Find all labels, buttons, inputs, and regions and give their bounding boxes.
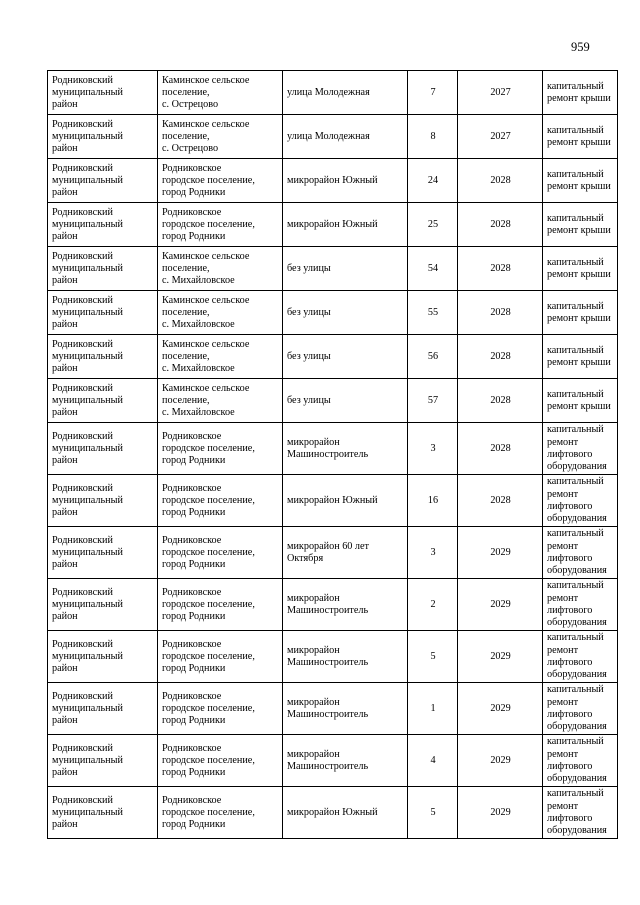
year-cell: [458, 735, 543, 787]
work-type-cell-text: капитальный ремонт крыши: [547, 80, 611, 104]
municipality-cell: [48, 683, 158, 735]
house-number-cell: [408, 787, 458, 839]
municipality-cell-text: Родниковский муниципальный район: [52, 206, 123, 243]
table-row: [48, 71, 618, 115]
settlement-cell: [158, 379, 283, 423]
house-number-cell-text: 24: [427, 174, 439, 186]
year-cell-text: 2028: [490, 174, 511, 186]
year-cell: [458, 631, 543, 683]
settlement-cell: [158, 475, 283, 527]
page-number: 959: [571, 40, 590, 54]
street-cell-text: без улицы: [287, 306, 331, 318]
year-cell-text: 2028: [490, 394, 511, 406]
year-cell: [458, 683, 543, 735]
street-cell: [283, 423, 408, 475]
year-cell: [458, 115, 543, 159]
year-cell-text: 2028: [490, 350, 511, 362]
municipality-cell-text: Родниковский муниципальный район: [52, 690, 123, 727]
settlement-cell-text: Родниковское городское поселение, город Родники: [162, 690, 255, 727]
house-number-cell: [408, 475, 458, 527]
year-cell-text: 2029: [490, 754, 511, 766]
work-type-cell: [543, 335, 618, 379]
municipality-cell: [48, 115, 158, 159]
year-cell: [458, 291, 543, 335]
house-number-cell: [408, 683, 458, 735]
street-cell: [283, 159, 408, 203]
house-number-cell-text: 25: [427, 218, 439, 230]
settlement-cell: [158, 631, 283, 683]
year-cell-text: 2029: [490, 806, 511, 818]
work-type-cell-text: капитальный ремонт крыши: [547, 388, 611, 412]
municipality-cell: [48, 335, 158, 379]
settlement-cell-text: Каминское сельское поселение, с. Михайловское: [162, 338, 250, 375]
street-cell: [283, 631, 408, 683]
street-cell-text: микрорайон Машиностроитель: [287, 436, 369, 460]
work-type-cell: [543, 379, 618, 423]
work-type-cell: [543, 247, 618, 291]
house-number-cell: [408, 335, 458, 379]
year-cell: [458, 475, 543, 527]
table-row: [48, 247, 618, 291]
house-number-cell: [408, 527, 458, 579]
table-row: [48, 683, 618, 735]
work-type-cell-text: капитальный ремонт лифтового оборудования: [547, 788, 607, 837]
street-cell: [283, 735, 408, 787]
work-type-cell-text: капитальный ремонт крыши: [547, 256, 611, 280]
work-type-cell-text: капитальный ремонт лифтового оборудования: [547, 476, 607, 525]
house-number-cell-text: 5: [430, 650, 436, 662]
table-body: [48, 71, 618, 839]
municipality-cell: [48, 631, 158, 683]
house-number-cell: [408, 247, 458, 291]
settlement-cell-text: Каминское сельское поселение, с. Острецово: [162, 118, 250, 155]
work-type-cell: [543, 203, 618, 247]
year-cell: [458, 159, 543, 203]
settlement-cell-text: Родниковское городское поселение, город Родники: [162, 586, 255, 623]
table-row: [48, 159, 618, 203]
municipality-cell-text: Родниковский муниципальный район: [52, 534, 123, 571]
settlement-cell-text: Родниковское городское поселение, город Родники: [162, 162, 255, 199]
street-cell-text: микрорайон Южный: [287, 174, 378, 186]
municipality-cell-text: Родниковский муниципальный район: [52, 482, 123, 519]
house-number-cell: [408, 631, 458, 683]
street-cell-text: улица Молодежная: [287, 130, 370, 142]
settlement-cell-text: Родниковское городское поселение, город Родники: [162, 482, 255, 519]
year-cell: [458, 423, 543, 475]
settlement-cell-text: Каминское сельское поселение, с. Михайловское: [162, 294, 250, 331]
work-type-cell: [543, 115, 618, 159]
street-cell: [283, 291, 408, 335]
house-number-cell-text: 5: [430, 806, 436, 818]
street-cell-text: микрорайон Южный: [287, 494, 378, 506]
work-type-cell-text: капитальный ремонт крыши: [547, 344, 611, 368]
house-number-cell: [408, 735, 458, 787]
work-type-cell-text: капитальный ремонт лифтового оборудования: [547, 528, 607, 577]
street-cell-text: микрорайон Южный: [287, 218, 378, 230]
street-cell: [283, 115, 408, 159]
settlement-cell: [158, 159, 283, 203]
work-type-cell-text: капитальный ремонт крыши: [547, 124, 611, 148]
street-cell: [283, 787, 408, 839]
settlement-cell-text: Каминское сельское поселение, с. Михайловское: [162, 250, 250, 287]
table-row: [48, 475, 618, 527]
table-row: [48, 579, 618, 631]
table-row: [48, 335, 618, 379]
settlement-cell: [158, 203, 283, 247]
house-number-cell: [408, 115, 458, 159]
municipality-cell-text: Родниковский муниципальный район: [52, 742, 123, 779]
street-cell: [283, 683, 408, 735]
settlement-cell: [158, 527, 283, 579]
settlement-cell-text: Родниковское городское поселение, город Родники: [162, 638, 255, 675]
street-cell-text: микрорайон Машиностроитель: [287, 644, 369, 668]
work-type-cell: [543, 579, 618, 631]
settlement-cell-text: Родниковское городское поселение, город Родники: [162, 794, 255, 831]
table-row: [48, 735, 618, 787]
work-type-cell-text: капитальный ремонт лифтового оборудования: [547, 580, 607, 629]
settlement-cell: [158, 291, 283, 335]
house-number-cell-text: 55: [427, 306, 439, 318]
work-type-cell: [543, 291, 618, 335]
year-cell: [458, 379, 543, 423]
work-type-cell-text: капитальный ремонт лифтового оборудования: [547, 424, 607, 473]
municipality-cell: [48, 291, 158, 335]
year-cell-text: 2029: [490, 650, 511, 662]
settlement-cell-text: Родниковское городское поселение, город Родники: [162, 430, 255, 467]
year-cell: [458, 787, 543, 839]
house-number-cell: [408, 203, 458, 247]
house-number-cell: [408, 579, 458, 631]
work-type-cell: [543, 735, 618, 787]
table-row: [48, 115, 618, 159]
municipality-cell-text: Родниковский муниципальный район: [52, 294, 123, 331]
table-row: [48, 527, 618, 579]
municipality-cell: [48, 787, 158, 839]
house-number-cell-text: 1: [430, 702, 436, 714]
house-number-cell-text: 3: [430, 442, 436, 454]
year-cell-text: 2028: [490, 262, 511, 274]
year-cell-text: 2029: [490, 546, 511, 558]
table-row: [48, 379, 618, 423]
work-type-cell-text: капитальный ремонт крыши: [547, 212, 611, 236]
municipality-cell: [48, 203, 158, 247]
year-cell-text: 2029: [490, 702, 511, 714]
work-type-cell: [543, 787, 618, 839]
year-cell-text: 2027: [490, 130, 511, 142]
year-cell: [458, 335, 543, 379]
house-number-cell-text: 57: [427, 394, 439, 406]
settlement-cell: [158, 735, 283, 787]
municipality-cell-text: Родниковский муниципальный район: [52, 794, 123, 831]
municipality-cell-text: Родниковский муниципальный район: [52, 638, 123, 675]
municipality-cell: [48, 579, 158, 631]
municipality-cell: [48, 735, 158, 787]
municipality-cell: [48, 423, 158, 475]
street-cell: [283, 71, 408, 115]
street-cell: [283, 527, 408, 579]
municipality-cell: [48, 247, 158, 291]
house-number-cell-text: 56: [427, 350, 439, 362]
year-cell-text: 2028: [490, 494, 511, 506]
municipality-cell-text: Родниковский муниципальный район: [52, 118, 123, 155]
house-number-cell: [408, 159, 458, 203]
table-row: [48, 423, 618, 475]
work-type-cell: [543, 475, 618, 527]
house-number-cell-text: 3: [430, 546, 436, 558]
work-type-cell-text: капитальный ремонт лифтового оборудования: [547, 684, 607, 733]
work-type-cell: [543, 71, 618, 115]
year-cell: [458, 579, 543, 631]
work-type-cell: [543, 159, 618, 203]
year-cell-text: 2028: [490, 442, 511, 454]
street-cell-text: микрорайон Южный: [287, 806, 378, 818]
street-cell-text: улица Молодежная: [287, 86, 370, 98]
settlement-cell: [158, 335, 283, 379]
street-cell-text: микрорайон Машиностроитель: [287, 748, 369, 772]
work-type-cell-text: капитальный ремонт крыши: [547, 300, 611, 324]
work-type-cell: [543, 527, 618, 579]
street-cell: [283, 579, 408, 631]
settlement-cell: [158, 579, 283, 631]
year-cell-text: 2028: [490, 306, 511, 318]
house-number-cell-text: 8: [430, 130, 436, 142]
house-number-cell-text: 4: [430, 754, 436, 766]
municipality-cell: [48, 71, 158, 115]
municipality-cell: [48, 379, 158, 423]
settlement-cell: [158, 247, 283, 291]
street-cell: [283, 247, 408, 291]
settlement-cell: [158, 787, 283, 839]
table-row: [48, 203, 618, 247]
year-cell: [458, 203, 543, 247]
municipality-cell: [48, 159, 158, 203]
settlement-cell-text: Родниковское городское поселение, город Родники: [162, 742, 255, 779]
street-cell: [283, 379, 408, 423]
house-number-cell-text: 54: [427, 262, 439, 274]
table-row: [48, 291, 618, 335]
work-type-cell: [543, 683, 618, 735]
work-type-cell-text: капитальный ремонт лифтового оборудования: [547, 632, 607, 681]
year-cell-text: 2027: [490, 86, 511, 98]
house-number-cell: [408, 291, 458, 335]
work-type-cell: [543, 631, 618, 683]
work-type-cell-text: капитальный ремонт крыши: [547, 168, 611, 192]
table-row: [48, 787, 618, 839]
municipality-cell-text: Родниковский муниципальный район: [52, 162, 123, 199]
municipality-cell-text: Родниковский муниципальный район: [52, 430, 123, 467]
year-cell-text: 2028: [490, 218, 511, 230]
street-cell-text: микрорайон Машиностроитель: [287, 696, 369, 720]
municipality-cell-text: Родниковский муниципальный район: [52, 250, 123, 287]
house-number-cell-text: 2: [430, 598, 436, 610]
year-cell: [458, 247, 543, 291]
year-cell: [458, 71, 543, 115]
street-cell: [283, 335, 408, 379]
house-number-cell: [408, 71, 458, 115]
work-type-cell-text: капитальный ремонт лифтового оборудования: [547, 736, 607, 785]
municipality-cell-text: Родниковский муниципальный район: [52, 382, 123, 419]
municipality-cell-text: Родниковский муниципальный район: [52, 74, 123, 111]
street-cell-text: без улицы: [287, 394, 331, 406]
street-cell: [283, 475, 408, 527]
settlement-cell-text: Родниковское городское поселение, город Родники: [162, 534, 255, 571]
work-type-cell: [543, 423, 618, 475]
settlement-cell: [158, 71, 283, 115]
settlement-cell-text: Каминское сельское поселение, с. Михайловское: [162, 382, 250, 419]
street-cell: [283, 203, 408, 247]
house-number-cell-text: 16: [427, 494, 439, 506]
municipality-cell-text: Родниковский муниципальный район: [52, 338, 123, 375]
year-cell-text: 2029: [490, 598, 511, 610]
settlement-cell: [158, 423, 283, 475]
street-cell-text: без улицы: [287, 350, 331, 362]
municipality-cell-text: Родниковский муниципальный район: [52, 586, 123, 623]
year-cell: [458, 527, 543, 579]
municipality-cell: [48, 527, 158, 579]
settlement-cell: [158, 683, 283, 735]
house-number-cell: [408, 423, 458, 475]
municipality-cell: [48, 475, 158, 527]
table-row: [48, 631, 618, 683]
street-cell-text: микрорайон 60 лет Октября: [287, 540, 369, 564]
settlement-cell-text: Каминское сельское поселение, с. Острецово: [162, 74, 250, 111]
street-cell-text: без улицы: [287, 262, 331, 274]
settlement-cell-text: Родниковское городское поселение, город Родники: [162, 206, 255, 243]
house-number-cell: [408, 379, 458, 423]
repair-schedule-table: [47, 70, 618, 839]
house-number-cell-text: 7: [430, 86, 436, 98]
street-cell-text: микрорайон Машиностроитель: [287, 592, 369, 616]
settlement-cell: [158, 115, 283, 159]
